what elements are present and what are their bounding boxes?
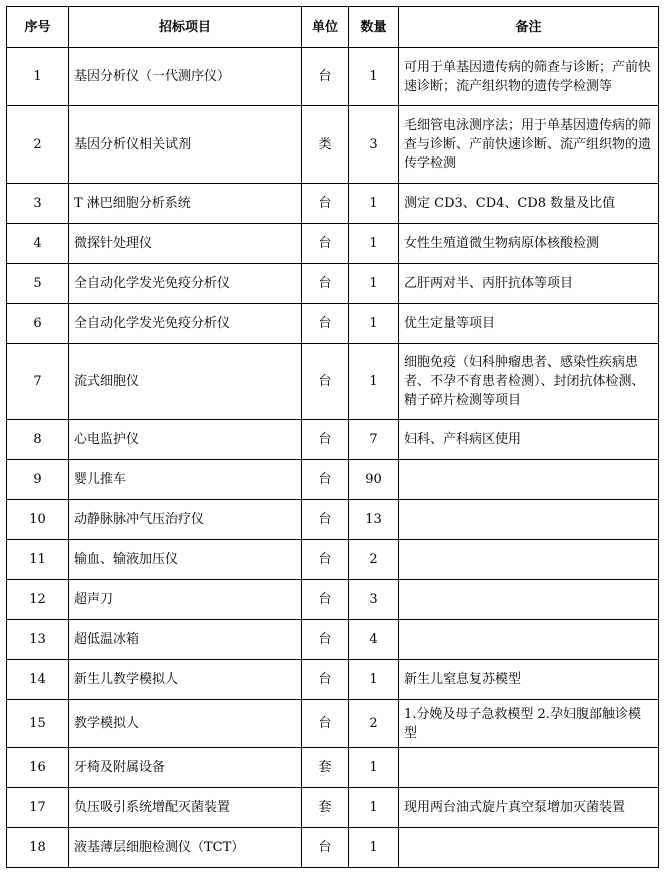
- cell-unit: 套: [302, 748, 349, 788]
- header-unit: 单位: [302, 7, 349, 48]
- cell-item: 全自动化学发光免疫分析仪: [69, 264, 302, 304]
- cell-no: 15: [7, 700, 69, 748]
- cell-unit: 台: [302, 460, 349, 500]
- cell-item: 超声刀: [69, 580, 302, 620]
- table-row: [7, 660, 659, 700]
- table-row: [7, 700, 659, 748]
- cell-unit: 台: [302, 224, 349, 264]
- cell-note: [399, 500, 659, 540]
- cell-qty: 4: [349, 620, 399, 660]
- table-row: [7, 540, 659, 580]
- cell-item: 动静脉脉冲气压治疗仪: [69, 500, 302, 540]
- cell-note: 妇科、产科病区使用: [399, 420, 659, 460]
- cell-qty: 1: [349, 828, 399, 868]
- cell-note: 现用两台油式旋片真空泵增加灭菌装置: [399, 788, 659, 828]
- cell-unit: 台: [302, 700, 349, 748]
- table-row: [7, 106, 659, 184]
- cell-qty: 13: [349, 500, 399, 540]
- cell-qty: 2: [349, 540, 399, 580]
- cell-note: 1.分娩及母子急救模型 2.孕妇腹部触诊模型: [399, 700, 659, 748]
- cell-unit: 台: [302, 500, 349, 540]
- cell-unit: 台: [302, 420, 349, 460]
- cell-unit: 台: [302, 304, 349, 344]
- cell-qty: 1: [349, 184, 399, 224]
- cell-item: 流式细胞仪: [69, 344, 302, 420]
- cell-item: 基因分析仪（一代测序仪）: [69, 48, 302, 106]
- cell-note: [399, 460, 659, 500]
- table-row: [7, 788, 659, 828]
- table-row: [7, 304, 659, 344]
- cell-item: 微探针处理仪: [69, 224, 302, 264]
- cell-item: 超低温冰箱: [69, 620, 302, 660]
- cell-no: 6: [7, 304, 69, 344]
- cell-qty: 2: [349, 700, 399, 748]
- cell-item: 婴儿推车: [69, 460, 302, 500]
- table-row: [7, 748, 659, 788]
- cell-item: T 淋巴细胞分析系统: [69, 184, 302, 224]
- cell-no: 7: [7, 344, 69, 420]
- cell-qty: 1: [349, 344, 399, 420]
- cell-item: 牙椅及附属设备: [69, 748, 302, 788]
- cell-no: 9: [7, 460, 69, 500]
- cell-unit: 台: [302, 344, 349, 420]
- cell-note: 女性生殖道微生物病原体核酸检测: [399, 224, 659, 264]
- cell-item: 负压吸引系统增配灭菌装置: [69, 788, 302, 828]
- cell-item: 输血、输液加压仪: [69, 540, 302, 580]
- cell-item: 液基薄层细胞检测仪（TCT）: [69, 828, 302, 868]
- cell-qty: 1: [349, 48, 399, 106]
- cell-no: 14: [7, 660, 69, 700]
- cell-qty: 1: [349, 660, 399, 700]
- cell-qty: 3: [349, 580, 399, 620]
- cell-note: [399, 828, 659, 868]
- cell-unit: 台: [302, 48, 349, 106]
- cell-no: 2: [7, 106, 69, 184]
- cell-unit: 台: [302, 660, 349, 700]
- cell-qty: 1: [349, 788, 399, 828]
- cell-note: 可用于单基因遗传病的筛查与诊断；产前快速诊断；流产组织物的遗传学检测等: [399, 48, 659, 106]
- cell-unit: 台: [302, 620, 349, 660]
- cell-no: 1: [7, 48, 69, 106]
- table-row: [7, 184, 659, 224]
- cell-item: 全自动化学发光免疫分析仪: [69, 304, 302, 344]
- cell-note: 测定 CD3、CD4、CD8 数量及比值: [399, 184, 659, 224]
- cell-item: 基因分析仪相关试剂: [69, 106, 302, 184]
- cell-unit: 台: [302, 828, 349, 868]
- cell-qty: 1: [349, 224, 399, 264]
- cell-no: 5: [7, 264, 69, 304]
- cell-no: 17: [7, 788, 69, 828]
- header-item: 招标项目: [69, 7, 302, 48]
- cell-no: 12: [7, 580, 69, 620]
- cell-note: [399, 580, 659, 620]
- cell-qty: 1: [349, 748, 399, 788]
- cell-note: 乙肝两对半、丙肝抗体等项目: [399, 264, 659, 304]
- cell-qty: 1: [349, 264, 399, 304]
- cell-unit: 台: [302, 580, 349, 620]
- table-row: [7, 420, 659, 460]
- table-row: [7, 500, 659, 540]
- table-row: [7, 224, 659, 264]
- cell-no: 18: [7, 828, 69, 868]
- cell-no: 4: [7, 224, 69, 264]
- cell-no: 10: [7, 500, 69, 540]
- cell-item: 新生儿教学模拟人: [69, 660, 302, 700]
- cell-note: 毛细管电泳测序法；用于单基因遗传病的筛查与诊断、产前快速诊断、流产组织物的遗传学检测: [399, 106, 659, 184]
- cell-note: [399, 540, 659, 580]
- cell-item: 心电监护仪: [69, 420, 302, 460]
- table-row: [7, 48, 659, 106]
- cell-note: 细胞免疫（妇科肿瘤患者、感染性疾病患者、不孕不育患者检测）、封闭抗体检测、精子碎片检测等项目: [399, 344, 659, 420]
- procurement-table: [6, 6, 659, 868]
- cell-unit: 类: [302, 106, 349, 184]
- table-row: [7, 580, 659, 620]
- cell-unit: 台: [302, 264, 349, 304]
- table-row: [7, 460, 659, 500]
- cell-unit: 套: [302, 788, 349, 828]
- cell-unit: 台: [302, 540, 349, 580]
- header-note: 备注: [399, 7, 659, 48]
- cell-qty: 3: [349, 106, 399, 184]
- cell-qty: 7: [349, 420, 399, 460]
- header-qty: 数量: [349, 7, 399, 48]
- cell-qty: 1: [349, 304, 399, 344]
- cell-note: [399, 748, 659, 788]
- table-row: [7, 344, 659, 420]
- cell-no: 11: [7, 540, 69, 580]
- cell-no: 13: [7, 620, 69, 660]
- table-row: [7, 828, 659, 868]
- cell-qty: 90: [349, 460, 399, 500]
- cell-no: 3: [7, 184, 69, 224]
- cell-no: 8: [7, 420, 69, 460]
- header-row: [7, 7, 659, 48]
- cell-no: 16: [7, 748, 69, 788]
- table-row: [7, 264, 659, 304]
- header-no: 序号: [7, 7, 69, 48]
- cell-unit: 台: [302, 184, 349, 224]
- table-body: [7, 48, 659, 868]
- cell-note: [399, 620, 659, 660]
- cell-note: 优生定量等项目: [399, 304, 659, 344]
- table-row: [7, 620, 659, 660]
- cell-note: 新生儿窒息复苏模型: [399, 660, 659, 700]
- cell-item: 教学模拟人: [69, 700, 302, 748]
